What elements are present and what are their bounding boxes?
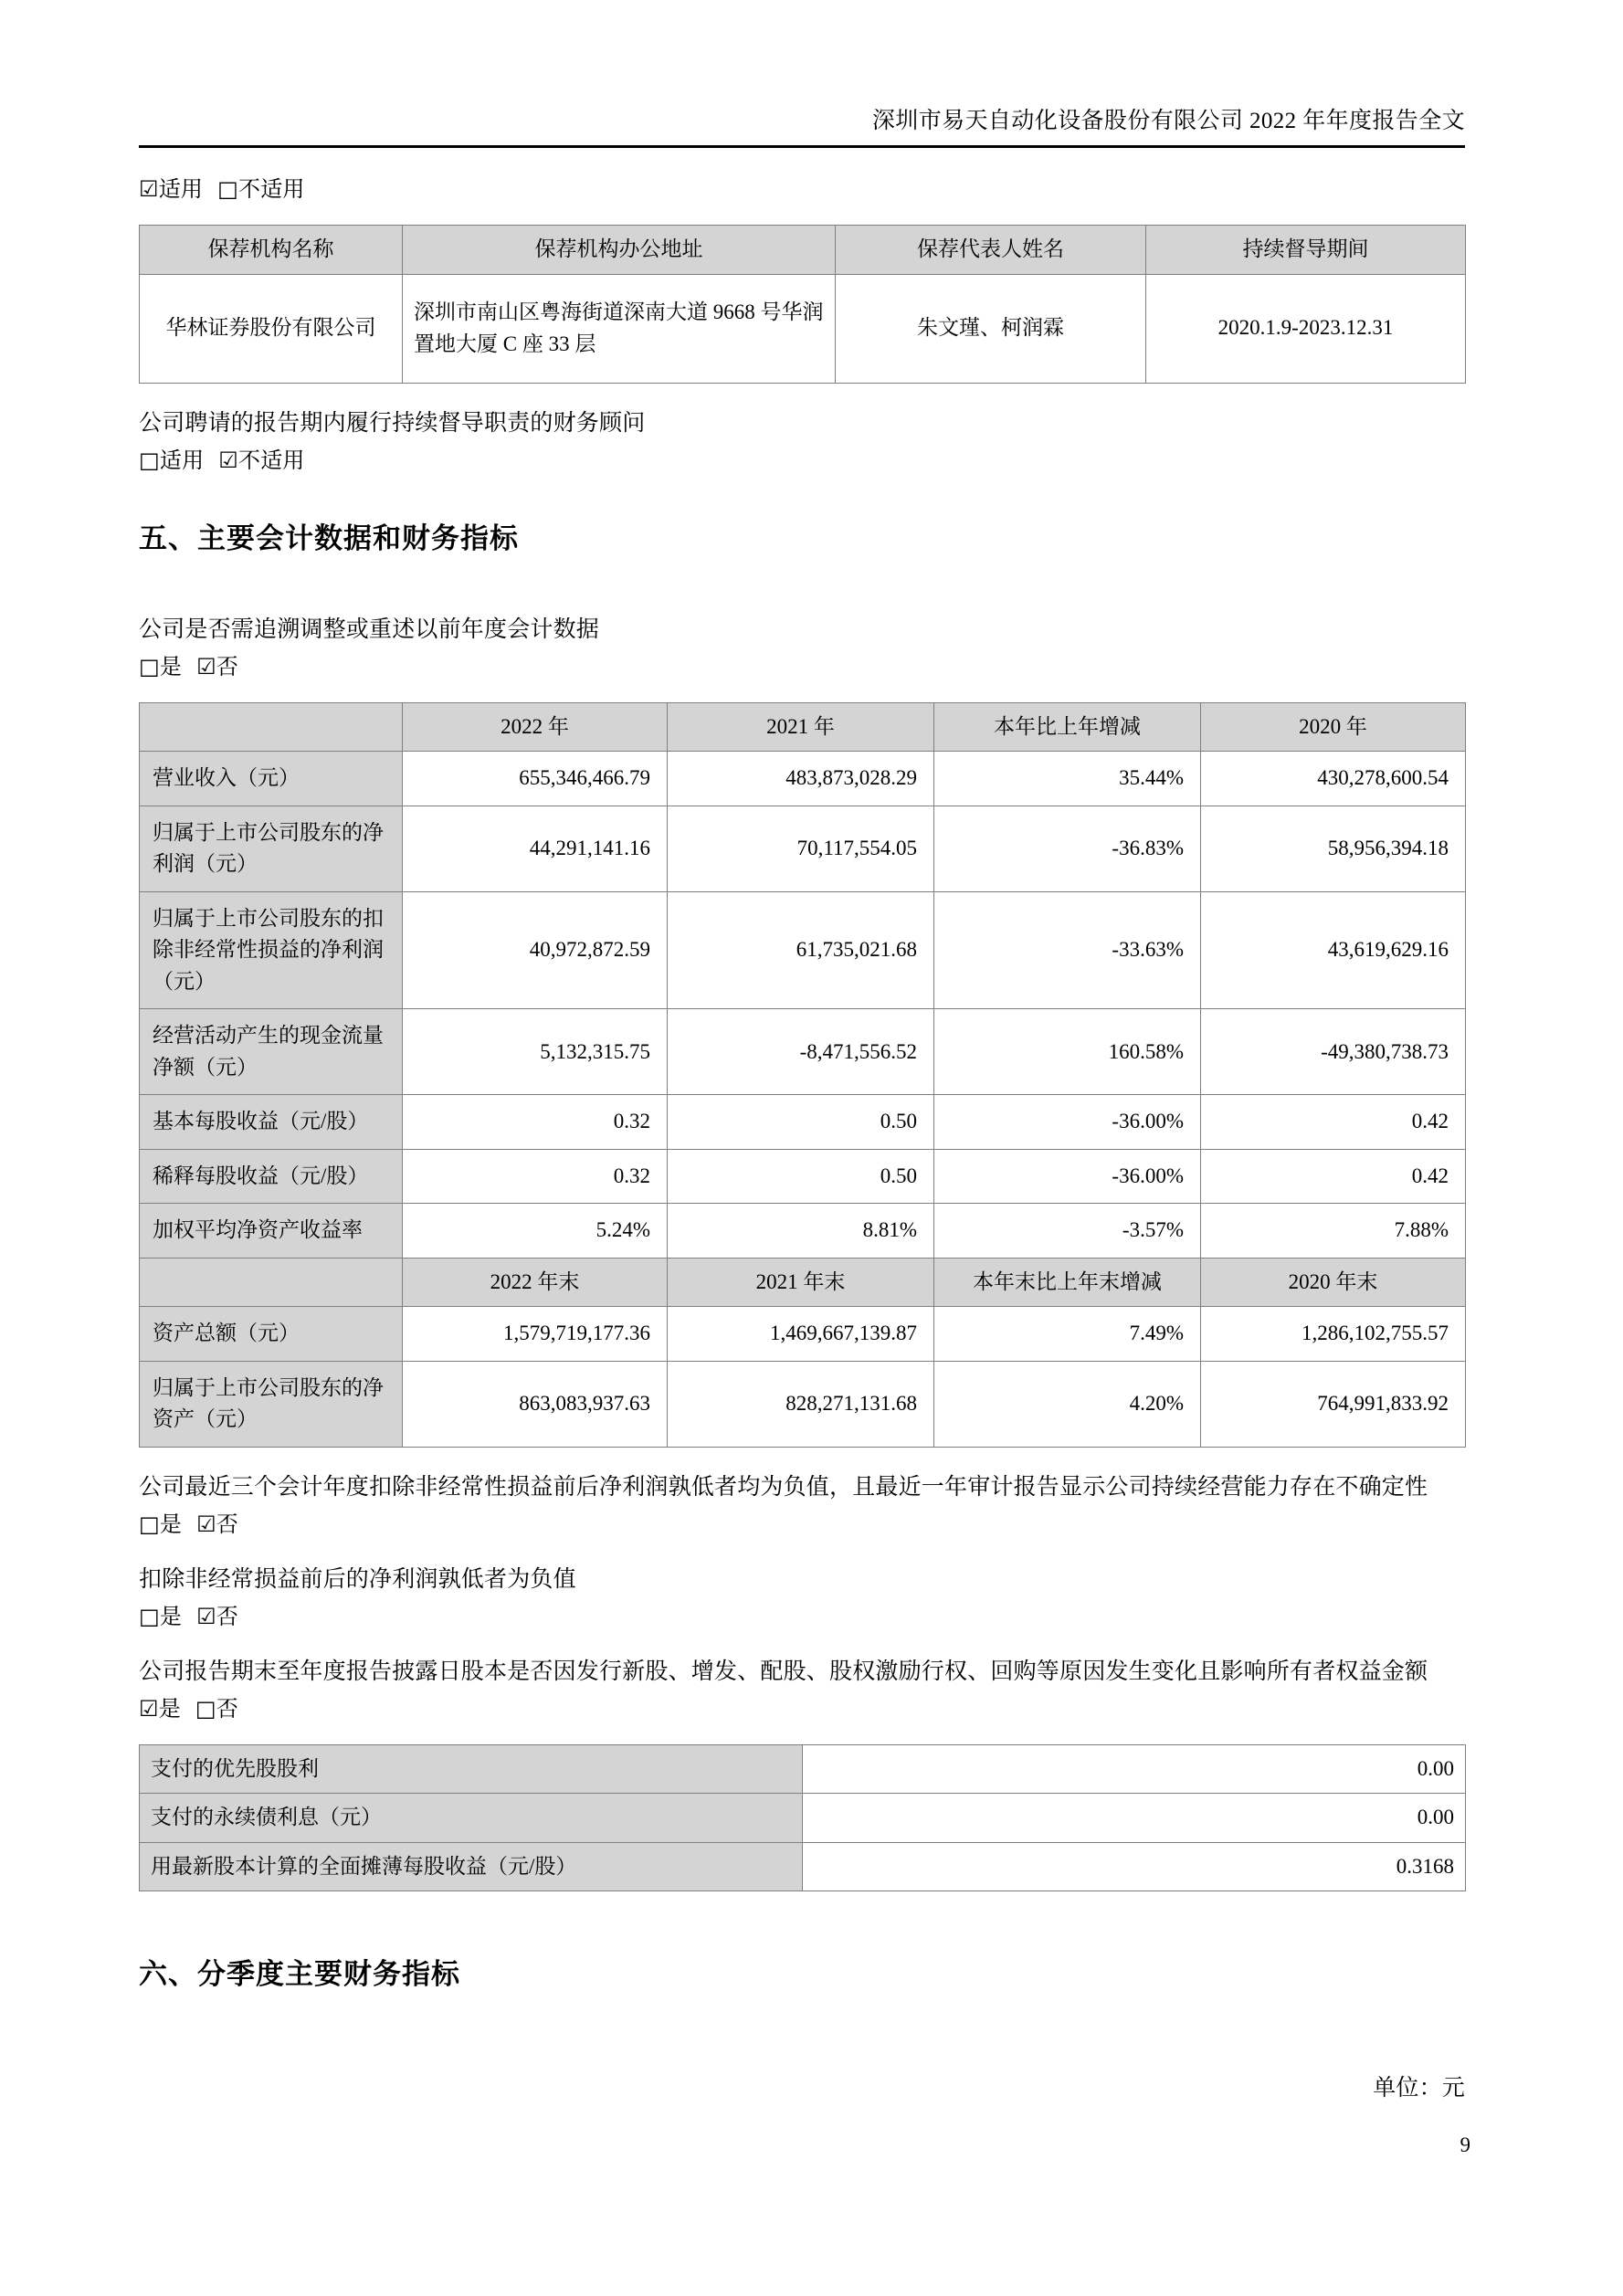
fin-row-change: -33.63%: [934, 891, 1201, 1009]
fin-col-2021: 2021 年: [668, 702, 934, 752]
sponsor-representatives: 朱文瑾、柯润霖: [836, 274, 1146, 383]
fin-row-change: -3.57%: [934, 1204, 1201, 1259]
fin-row-2021: 70,117,554.05: [668, 806, 934, 891]
table-row: [140, 806, 1466, 891]
fin-ye-row-label: 归属于上市公司股东的净资产（元）: [140, 1361, 403, 1447]
dividend-row-label: 支付的优先股股利: [140, 1744, 803, 1794]
section-six-heading: 六、分季度主要财务指标: [139, 1958, 460, 1992]
fin-row-2020: -49,380,738.73: [1201, 1009, 1466, 1095]
table-row: [140, 1009, 1466, 1095]
sponsor-name: 华林证券股份有限公司: [140, 274, 403, 383]
fin-row-2022: 0.32: [403, 1149, 668, 1204]
fin-col-blank: [140, 702, 403, 752]
table-row: [140, 1204, 1466, 1259]
table-row: [140, 891, 1466, 1009]
fin-ye-col-change: 本年末比上年末增减: [934, 1258, 1201, 1307]
fin-row-label: 归属于上市公司股东的净利润（元）: [140, 806, 403, 891]
fin-ye-row-change: 7.49%: [934, 1307, 1201, 1362]
dividend-row-value: 0.00: [803, 1794, 1466, 1843]
fin-row-2022: 5.24%: [403, 1204, 668, 1259]
sponsor-not-applicable-option[interactable]: □不适用: [217, 176, 305, 202]
table-row: [140, 1842, 1466, 1891]
fin-row-change: 160.58%: [934, 1009, 1201, 1095]
fin-ye-row-2020: 764,991,833.92: [1201, 1361, 1466, 1447]
dividend-table: [139, 1744, 1466, 1892]
dividend-row-label: 用最新股本计算的全面摊薄每股收益（元/股）: [140, 1842, 803, 1891]
share-capital-change-answer: [139, 1691, 1465, 1728]
sponsor-table-header-row: [140, 226, 1466, 275]
unit-note: 单位：元: [1373, 2075, 1465, 2101]
table-row: [140, 752, 1466, 806]
sponsor-applicability: [139, 172, 1465, 208]
fin-row-2022: 655,346,466.79: [403, 752, 668, 806]
fin-row-label: 加权平均净资产收益率: [140, 1204, 403, 1259]
table-row: [140, 1361, 1466, 1447]
fin-ye-col-2020: 2020 年末: [1201, 1258, 1466, 1307]
fin-row-2021: 0.50: [668, 1149, 934, 1204]
fin-ye-row-2020: 1,286,102,755.57: [1201, 1307, 1466, 1362]
fin-row-change: -36.00%: [934, 1149, 1201, 1204]
table-row: [140, 1307, 1466, 1362]
sponsor-col-name: 保荐机构名称: [140, 226, 403, 275]
sponsor-period: 2020.1.9-2023.12.31: [1146, 274, 1466, 383]
fin-row-change: -36.00%: [934, 1095, 1201, 1150]
fin-row-2022: 44,291,141.16: [403, 806, 668, 891]
table-row: [140, 1744, 1466, 1794]
main-financial-table: [139, 702, 1466, 1448]
table-row: [140, 274, 1466, 383]
table-row: [140, 1149, 1466, 1204]
table-row: [140, 1794, 1466, 1843]
fin-row-label: 营业收入（元）: [140, 752, 403, 806]
fin-row-2021: -8,471,556.52: [668, 1009, 934, 1095]
fin-row-label: 稀释每股收益（元/股）: [140, 1149, 403, 1204]
sponsor-table: [139, 225, 1466, 384]
running-header: [139, 0, 1465, 135]
fin-row-2021: 61,735,021.68: [668, 891, 934, 1009]
fin-row-2022: 40,972,872.59: [403, 891, 668, 1009]
financial-yearend-header-row: [140, 1258, 1466, 1307]
sponsor-col-address: 保荐机构办公地址: [403, 226, 836, 275]
dividend-row-value: 0.3168: [803, 1842, 1466, 1891]
fin-ye-row-2022: 863,083,937.63: [403, 1361, 668, 1447]
share-capital-change-question: 公司报告期末至年度报告披露日股本是否因发行新股、增发、配股、股权激励行权、回购等原因发生变化且影响所有者权益金额: [139, 1659, 1428, 1684]
table-row: [140, 1095, 1466, 1150]
page-content: [139, 0, 1465, 2125]
fin-row-2020: 7.88%: [1201, 1204, 1466, 1259]
running-header-title: 深圳市易天自动化设备股份有限公司 2022 年年度报告全文: [871, 109, 1465, 133]
page-number: 9: [1460, 2133, 1470, 2156]
fin-row-2020: 430,278,600.54: [1201, 752, 1466, 806]
negative-profit-yes-option[interactable]: □是: [139, 1511, 183, 1537]
fin-ye-row-2021: 1,469,667,139.87: [668, 1307, 934, 1362]
fin-ye-col-2021: 2021 年末: [668, 1258, 934, 1307]
negative-profit-question: 公司最近三个会计年度扣除非经常性损益前后净利润孰低者均为负值，且最近一年审计报告显示公司持续经营能力存在不确定性: [139, 1474, 1428, 1500]
retrospective-adjustment-question: 公司是否需追溯调整或重述以前年度会计数据: [139, 616, 600, 642]
fin-row-2020: 0.42: [1201, 1149, 1466, 1204]
negative-profit-answer: [139, 1507, 1465, 1543]
fin-row-label: 归属于上市公司股东的扣除非经常性损益的净利润（元）: [140, 891, 403, 1009]
fin-col-2020: 2020 年: [1201, 702, 1466, 752]
dividend-row-label: 支付的永续债利息（元）: [140, 1794, 803, 1843]
financial-advisor-applicability: [139, 443, 1465, 479]
fin-ye-col-blank: [140, 1258, 403, 1307]
advisor-not-applicable-option[interactable]: ☑不适用: [218, 447, 305, 473]
sponsor-col-representative: 保荐代表人姓名: [836, 226, 1146, 275]
fin-row-2022: 0.32: [403, 1095, 668, 1150]
fin-ye-col-2022: 2022 年末: [403, 1258, 668, 1307]
fin-row-label: 经营活动产生的现金流量净额（元）: [140, 1009, 403, 1095]
fin-row-label: 基本每股收益（元/股）: [140, 1095, 403, 1150]
advisor-applicable-option[interactable]: □适用: [139, 447, 205, 473]
fin-ye-row-label: 资产总额（元）: [140, 1307, 403, 1362]
retrospective-adjustment-answer: [139, 649, 1465, 686]
share-change-yes-option[interactable]: ☑是: [139, 1695, 181, 1722]
negative-profit-question-2: 扣除非经常损益前后的净利润孰低者为负值: [139, 1566, 576, 1592]
fin-ye-row-change: 4.20%: [934, 1361, 1201, 1447]
negative-profit-answer-2: [139, 1599, 1465, 1636]
dividend-row-value: 0.00: [803, 1744, 1466, 1794]
negative-profit-no-option[interactable]: ☑否: [196, 1511, 238, 1537]
share-change-no-option[interactable]: □否: [195, 1695, 238, 1722]
fin-row-2022: 5,132,315.75: [403, 1009, 668, 1095]
fin-ye-row-2021: 828,271,131.68: [668, 1361, 934, 1447]
fin-row-2021: 0.50: [668, 1095, 934, 1150]
financial-advisor-question: 公司聘请的报告期内履行持续督导职责的财务顾问: [139, 410, 646, 436]
fin-row-change: 35.44%: [934, 752, 1201, 806]
sponsor-applicable-option[interactable]: ☑适用: [139, 176, 204, 202]
fin-row-2020: 58,956,394.18: [1201, 806, 1466, 891]
fin-row-2020: 0.42: [1201, 1095, 1466, 1150]
fin-col-2022: 2022 年: [403, 702, 668, 752]
fin-row-2021: 483,873,028.29: [668, 752, 934, 806]
fin-row-2021: 8.81%: [668, 1204, 934, 1259]
negative-profit2-no-option[interactable]: ☑否: [196, 1603, 238, 1629]
fin-col-change: 本年比上年增减: [934, 702, 1201, 752]
financial-period-header-row: [140, 702, 1466, 752]
sponsor-col-period: 持续督导期间: [1146, 226, 1466, 275]
retro-no-option[interactable]: ☑否: [196, 653, 238, 679]
fin-row-change: -36.83%: [934, 806, 1201, 891]
sponsor-address: 深圳市南山区粤海街道深南大道 9668 号华润置地大厦 C 座 33 层: [403, 274, 836, 383]
fin-row-2020: 43,619,629.16: [1201, 891, 1466, 1009]
section-five-heading: 五、主要会计数据和财务指标: [139, 521, 519, 555]
fin-ye-row-2022: 1,579,719,177.36: [403, 1307, 668, 1362]
retro-yes-option[interactable]: □是: [139, 653, 183, 679]
negative-profit2-yes-option[interactable]: □是: [139, 1603, 183, 1629]
